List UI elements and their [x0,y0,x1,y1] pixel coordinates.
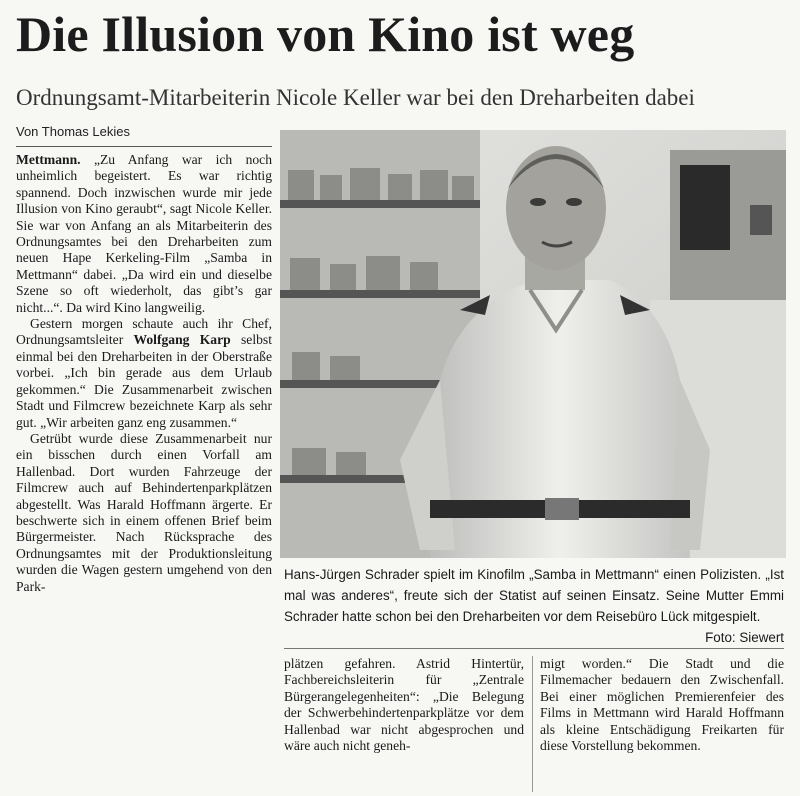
subheadline: Ordnungsamt-Mitarbeiterin Nicole Keller war bei den Dreharbeiten dabei [16,85,695,110]
caption-divider [284,648,784,649]
byline: Von Thomas Lekies [16,124,130,139]
paragraph-1-text: „Zu Anfang war ich noch unheimlich begeistert. Es war richtig spannend. Doch inzwischen wurde mir jede Illusion von Kino geraubt“, sagt Nicole Keller. Sie war von Anfang an als Mitarbeiterin des Ordnungsamtes bei den Dreharbeiten zum neuen Hape Kerkeling-Film „Samba in Mettmann“ dabei. „Da wird ein und dieselbe Szene so oft wiederholt, das gibt’s gar nicht...“. Da wird Kino langweilig. [16,152,272,315]
column-2-text: plätzen gefahren. Astrid Hintertür, Fachbereichsleiterin für „Zentrale Bürgerangelegenheiten“: „Die Belegung der Schwerbehindertenparkplätze vor dem Hallenbad war nicht abgesprochen und wäre auch nicht geneh- [284,656,524,754]
dateline: Mettmann. [16,152,81,167]
article-column-3 [540,656,784,754]
article-column-2 [284,656,524,754]
paragraph-2-text-a: Gestern morgen schaute auch ihr Chef, Ordnungsamtsleiter [16,316,272,348]
paragraph-3: Getrübt wurde diese Zusammenarbeit nur ein bisschen durch einen Vorfall am Hallenbad. Dort wurden Fahrzeuge der Filmcrew auch auf Behindertenparkplätzen abgestellt. Was Harald Hoffmann ärgerte. Er beschwerte sich in einem offenen Brief beim Bürgermeister. Nach Rücksprache des Ordnungsamtes mit der Produktionsleitung wurden die Wagen gestern umgehend von den Park- [16,430,272,594]
photo-credit: Foto: Siewert [705,630,784,645]
article-column-1 [16,152,272,595]
paragraph-2 [16,316,272,431]
caption-text: Hans-Jürgen Schrader spielt im Kinofilm „Samba in Mettmann“ einen Polizisten. „Ist mal was anderes“, freute sich der Statist auf seinen Einsatz. Seine Mutter Emmi Schrader hatte schon bei den Dreharbeiten vor dem Reisebüro Lück mitgespielt. [284,567,784,624]
paragraph-2-name: Wolfgang Karp [133,332,231,348]
paragraph-1 [16,152,272,316]
column-divider [532,656,533,792]
article-photo [280,130,786,558]
byline-divider [16,146,272,147]
photo-caption [284,564,784,648]
headline: Die Illusion von Kino ist weg [16,6,635,62]
column-3-text: migt worden.“ Die Stadt und die Filmemacher bedauern den Zwischenfall. Bei einer möglichen Premierenfeier des Films in Mettmann wird Harald Hoffmann als kleine Entschädigung Freikarten für diese Vorstellung bekommen. [540,656,784,754]
paragraph-2-text-b: selbst einmal bei den Dreharbeiten in der Oberstraße vorbei. „Ich bin gerade aus dem Urlaub gekommen.“ Die Zusammenarbeit zwischen Stadt und Filmcrew bezeichnete Karp als sehr gut. „Wir arbeiten ganz eng zusammen.“ [16,332,272,430]
